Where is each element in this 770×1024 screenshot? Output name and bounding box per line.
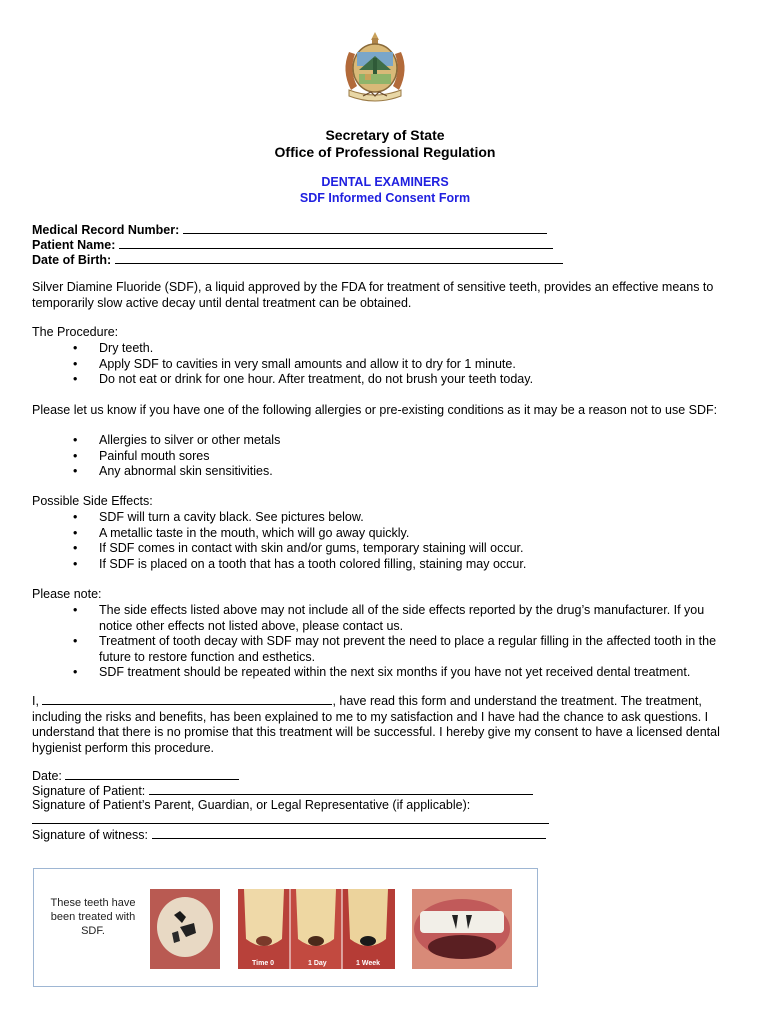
procedure-list [70, 341, 720, 388]
guardian-signature-line[interactable] [32, 823, 549, 824]
patient-signature-label: Signature of Patient: [32, 784, 146, 798]
list-item: • Treatment of tooth decay with SDF may not prevent the need to place a regular filling in the affected tooth in the future to restore function and esthetics. [73, 634, 717, 664]
date-line[interactable] [65, 768, 239, 780]
header-office-title: Office of Professional Regulation [274, 144, 496, 160]
photo-label-time0: Time 0 [252, 960, 275, 967]
patient-name-line[interactable] [119, 237, 553, 249]
procedure-heading: The Procedure: [32, 325, 119, 339]
consent-name-line[interactable] [42, 693, 332, 705]
list-item: • Allergies to silver or other metals [73, 433, 281, 447]
allergies-intro: Please let us know if you have one of the following allergies or pre-existing conditions as it may be a reason not to use SDF: [32, 403, 718, 417]
board-title: DENTAL EXAMINERS [321, 175, 449, 189]
consent-prefix: I, [32, 694, 39, 708]
list-item: • A metallic taste in the mouth, which will go away quickly. [73, 525, 410, 540]
patient-signature-line[interactable] [149, 783, 533, 795]
medical-record-line[interactable] [183, 222, 547, 234]
allergies-list [70, 433, 720, 480]
list-item: • Painful mouth sores [73, 448, 210, 463]
patient-name-row [32, 237, 553, 252]
sdf-progression-photo [238, 889, 395, 969]
photo-label-1day: 1 Day [308, 960, 327, 967]
side-effects-list [70, 510, 720, 572]
header-secretary-of-state: Secretary of State [325, 127, 445, 143]
list-item: • Apply SDF to cavities in very small amounts and allow it to dry for 1 minute. [73, 356, 516, 371]
consent-paragraph [32, 693, 722, 756]
intro-paragraph: Silver Diamine Fluoride (SDF), a liquid approved by the FDA for treatment of sensitive teeth, provides an effective means to temporarily slow active decay until dental treatment can be obtained. [32, 280, 714, 310]
vermont-state-seal-image [335, 30, 415, 108]
dob-row [32, 252, 563, 267]
consent-text: , have read this form and understand the treatment. The treatment, including the risks and benefits, has been explained to me to my satisfaction and I have had the chance to ask questions. I understand that there is no promise that this treatment will be successful. I hereby give my consent to have a licensed dental hygienist perform this procedure. [32, 694, 720, 755]
witness-signature-line[interactable] [152, 827, 546, 839]
witness-signature-label: Signature of witness: [32, 828, 149, 842]
list-item: • The side effects listed above may not include all of the side effects reported by the drug’s manufacturer. If you notice other effects not listed above, please contact us. [73, 603, 705, 633]
witness-signature-row [32, 827, 546, 842]
list-item: • SDF treatment should be repeated within the next six months if you have not yet received dental treatment. [73, 665, 691, 679]
treated-molar-photo [150, 889, 220, 969]
dob-line[interactable] [115, 252, 563, 264]
list-item: • Dry teeth. [73, 341, 154, 355]
patient-signature-row [32, 783, 533, 798]
notes-heading: Please note: [32, 587, 102, 601]
list-item: • SDF will turn a cavity black. See pictures below. [73, 510, 364, 524]
date-label: Date: [32, 769, 62, 783]
list-item: • If SDF is placed on a tooth that has a tooth colored filling, staining may occur. [73, 556, 527, 571]
list-item: • Do not eat or drink for one hour. After treatment, do not brush your teeth today. [73, 372, 534, 386]
notes-list [70, 603, 720, 681]
medical-record-row [32, 222, 547, 237]
date-row [32, 768, 239, 783]
side-effects-heading: Possible Side Effects: [32, 494, 153, 508]
front-teeth-photo [412, 889, 512, 969]
dob-label: Date of Birth: [32, 253, 112, 267]
medical-record-label: Medical Record Number: [32, 223, 180, 237]
guardian-signature-label: Signature of Patient’s Parent, Guardian, or Legal Representative (if applicable): [32, 798, 471, 812]
photo-label-1week: 1 Week [356, 960, 380, 967]
form-title: SDF Informed Consent Form [299, 191, 471, 205]
photo-caption: These teeth have been treated with SDF. [50, 897, 136, 937]
list-item: • Any abnormal skin sensitivities. [73, 464, 273, 478]
list-item: • If SDF comes in contact with skin and/or gums, temporary staining will occur. [73, 541, 524, 555]
patient-name-label: Patient Name: [32, 238, 116, 252]
